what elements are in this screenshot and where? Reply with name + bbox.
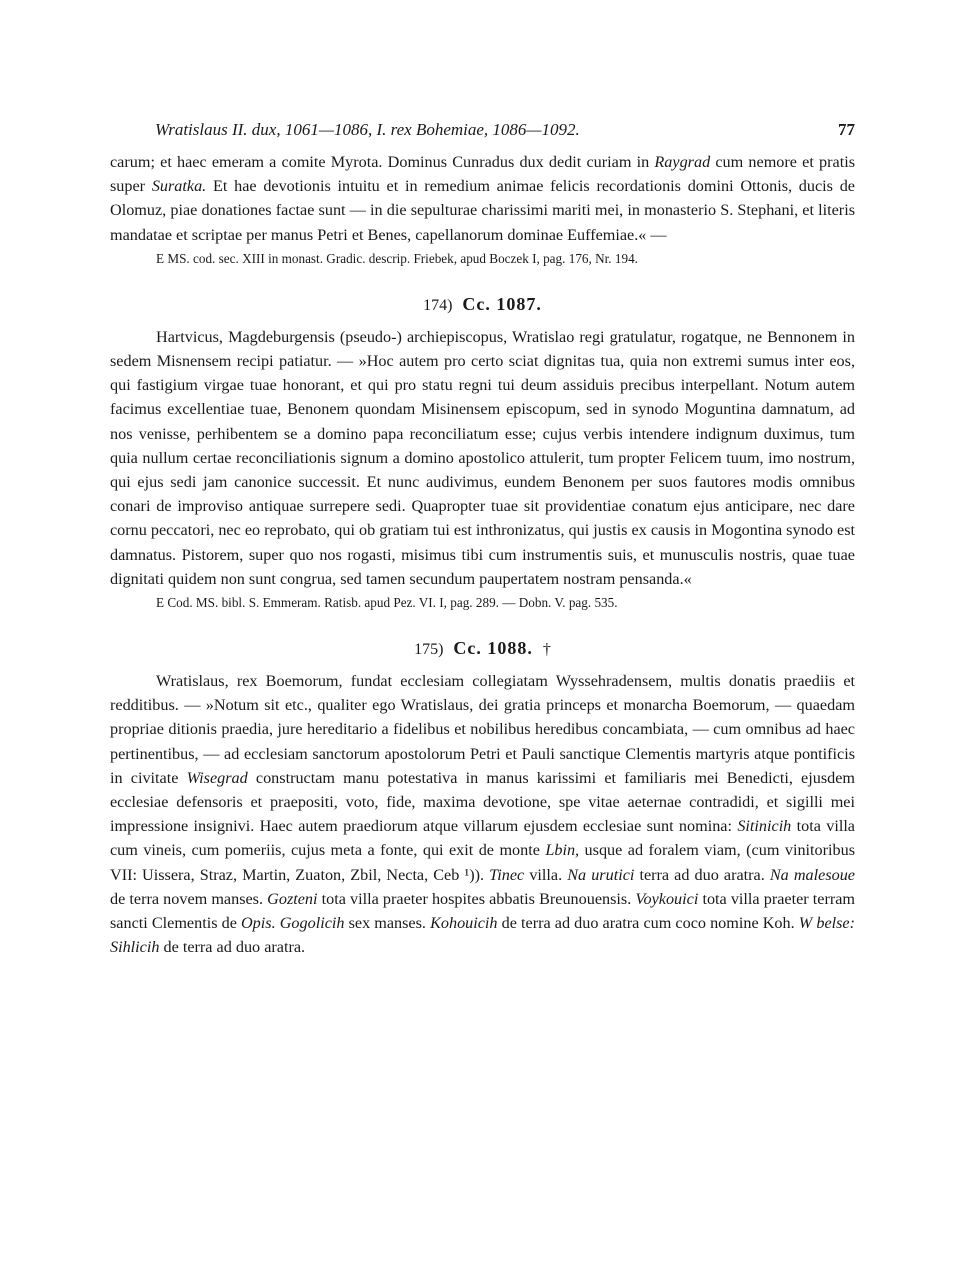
place-name: W belse: Sihlicih xyxy=(110,914,856,957)
place-name: Voykouici xyxy=(635,889,699,908)
cross-mark: † xyxy=(542,641,551,659)
place-name: Raygrad xyxy=(654,153,711,171)
page-number: 77 xyxy=(838,120,855,139)
place-name: Na malesoue xyxy=(769,865,855,884)
text-span: usque ad foralem viam, (cum vinitoribus VII: Uissera, Straz, Martin, Zuaton, Zbil, Necta, Ceb ¹)). xyxy=(110,841,856,884)
text-span: villa. xyxy=(524,865,568,884)
place-name: Sitinicih xyxy=(737,817,792,836)
page-header xyxy=(110,120,855,144)
text-span: carum; et haec emeram a comite Myrota. Dominus Cunradus dux dedit curiam in xyxy=(110,153,655,171)
entry-174-text: Hartvicus, Magdeburgensis (pseudo-) archiepiscopus, Wratislao regi gratulatur, rogatque, ne Bennonem in sedem Misnensem recipi patiatur. — »Hoc autem pro certo sciat dignitas tua, quia non extremi sumus inter eos, qui fastigium virgae tuae honorant, et qui pro statu regni tui deum assiduis precibus interpellant. Notum autem facimus excellentiae tuae, Benonem quondam Misinensem episcopum, sed in synodo Moguntina damnatum, ad nos venisse, perhibentem se a domino papa reconciliatum esse; cujus verbis intendere indignum duximus, tum quia nullum certae reconciliationis signum a domino apostolico attulerit, tum propter Felicem tuum, imo nostrum, qui ejus sedi jam canonice successit. Et nunc audivimus, eundem Benonem per suos fautores modis omnibus conari de improviso antiquae surrepere sedi. Quapropter tuae sit providentiae conatum ejus anticipare, nec dare cornu peccatori, nec eo reprobato, qui ob gratiam tui est inthronizatus, qui justis ex causis in Mogontina synodo est damnatus. Pistorem, super quo nos rogasti, misimus tibi cum instrumentis suis, et munusculis nostris, quae tuae dignitati quidem non sunt congrua, sed tamen secundum paupertatem nostram pensanda.« xyxy=(110,327,855,588)
entry-number: 174) xyxy=(423,296,453,314)
text-span: tota villa praeter hospites abbatis Breunouensis. xyxy=(317,889,636,908)
entry-heading-174 xyxy=(110,289,855,319)
place-name: Lbin, xyxy=(545,841,580,860)
entry-code: Cc. 1088. xyxy=(453,638,533,659)
text-span: sex manses. xyxy=(344,914,431,933)
text-span: tota villa praeter terram sancti Clementis de xyxy=(110,889,856,933)
text-span: tota villa cum vineis, cum pomeriis, cujus meta a fonte, qui exit de monte xyxy=(110,817,855,860)
place-name: Tinec xyxy=(489,865,525,884)
place-name: Opis. xyxy=(240,914,276,933)
place-name: Gogolicih xyxy=(279,914,345,933)
text-span: Wratislaus, rex Boemorum, fundat ecclesiam collegiatam Wyssehradensem, multis donatis praediis et redditibus. — »Notum sit etc., qualiter ego Wratislaus, dei gratia princeps et monarcha Boemorum, — quaedam propriae ditionis praedia, jure hereditario a fidelibus et nobilibus heredibus concambiata, — cum omnibus ad haec pertinentibus, — ad ecclesiam sanctorum apostolorum Petri et Pauli sanctique Clementis martyris atque pontificis in civitate xyxy=(110,672,855,787)
text-block xyxy=(110,150,855,959)
source-citation: E Cod. MS. bibl. S. Emmeram. Ratisb. apud Pez. VI. I, pag. 289. — Dobn. V. pag. 535. xyxy=(156,595,618,611)
entry-175-text xyxy=(110,669,855,959)
text-span: Et hae devotionis intuitu et in remedium animae felicis recordationis domini Ottonis, ducis de Olomuz, piae donationes factae sunt — in die sepulturae charissimi mariti mei, in monasterio S. Stephani, et literis mandatae et scriptae per manus Petri et Benes, capellanorum dominae Euffemiae.« — xyxy=(110,177,855,244)
text-span: de terra ad duo aratra. xyxy=(159,938,306,957)
entry-continuation-paragraph xyxy=(110,150,855,247)
entry-code: Cc. 1087. xyxy=(462,293,542,314)
place-name: Wisegrad xyxy=(186,768,248,787)
text-span: terra ad duo aratra. xyxy=(634,865,770,884)
entry-number: 175) xyxy=(414,641,444,659)
place-name: Na urutici xyxy=(567,865,635,884)
place-name: Kohouicih xyxy=(430,914,498,933)
entry-heading-175 xyxy=(110,633,855,663)
place-name: Gozteni xyxy=(267,889,318,908)
text-span: cum nemore et pratis super xyxy=(110,153,855,196)
place-name: Suratka. xyxy=(151,177,207,196)
text-span: de terra ad duo aratra cum coco nomine Koh. xyxy=(497,914,799,933)
text-span: constructam manu potestativa in manus karissimi et familiaris mei Benedicti, ejusdem ecclesiae defensoris et praepositi, voto, fide, maxima devotione, spe vitae aeternae contradidi, et sigilli mei impressione insignivi. Haec autem praediorum atque villarum ejusdem ecclesiae sunt nomina: xyxy=(110,768,856,836)
running-title: Wratislaus II. dux, 1061—1086, I. rex Bohemiae, 1086—1092. xyxy=(155,120,580,139)
text-span: de terra novem manses. xyxy=(110,889,268,908)
source-citation: E MS. cod. sec. XIII in monast. Gradic. descrip. Friebek, apud Boczek I, pag. 176, Nr. 194. xyxy=(156,250,638,266)
